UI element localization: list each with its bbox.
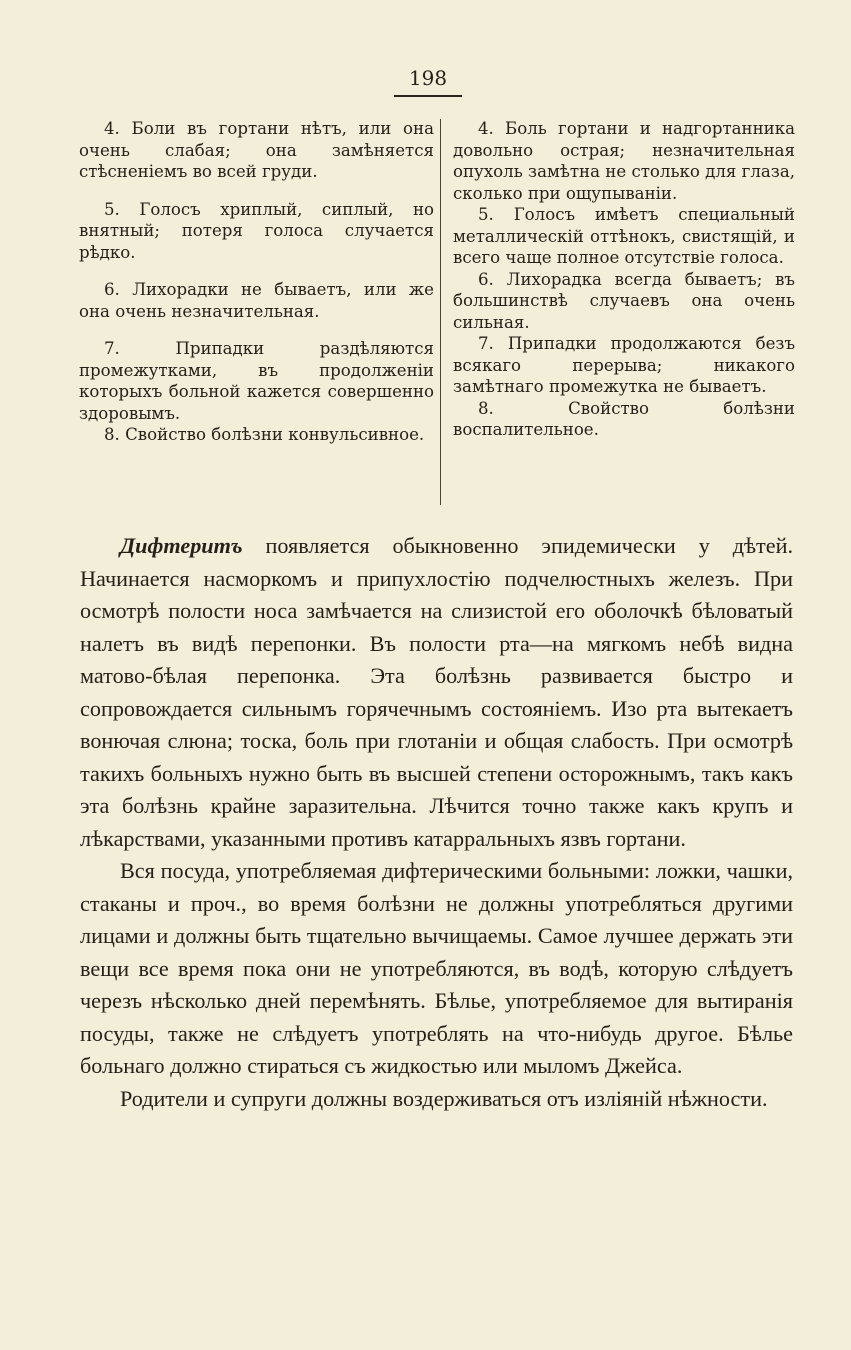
paragraph-dishes: Вся посуда, употребляемая дифтерическими больными: ложки, чашки, стаканы и проч., во время болѣзни не должны употребляться другими лицами и должны быть тщательно вычищаемы. Самое лучшее держать эти вещи все время пока они не употребляются, въ водѣ, которую слѣдуетъ черезъ нѣсколько дней перемѣнять. Бѣлье, употребляемое для вытиранія посуды, также не слѣдуетъ употреблять на что-нибудь другое. Бѣлье больнаго должно стираться съ жидкостью или мыломъ Джейса. (80, 858, 793, 1078)
column-divider (440, 119, 441, 505)
page-number-rule (394, 95, 462, 97)
diphtheria-symptom-8: 8. Свойство болѣзни воспалительное. (453, 398, 795, 439)
paragraph-diphtheria-text: появляется обыкновенно эпидемически у дѣтей. Начинается насморкомъ и припухлостію подчелюстныхъ железъ. При осмотрѣ полости носа замѣчается на слизистой его оболочкѣ бѣловатый налетъ въ видѣ перепонки. Въ полости рта—на мягкомъ небѣ видна матово-бѣлая перепонка. Эта болѣзнь развивается быстро и сопровождается сильнымъ горячечнымъ состояніемъ. Изо рта вытекаетъ вонючая слюна; тоска, боль при глотаніи и общая слабость. При осмотрѣ такихъ больныхъ нужно быть въ высшей степени осторожнымъ, такъ какъ эта болѣзнь крайне заразительна. Лѣчится точно также какъ крупъ и лѣкарствами, указанными противъ катарральныхъ язвъ гортани. (80, 533, 793, 851)
main-text (80, 530, 793, 1115)
diphtheria-symptom-4: 4. Боль гортани и надгортанника довольно острая; незначительная опухоль замѣтна не столько для глаза, сколько при ощупываніи. (453, 119, 795, 203)
paragraph-diphtheria (80, 530, 793, 855)
page-number: 198 (408, 66, 448, 90)
diphtheria-symptom-6: 6. Лихорадка всегда бываетъ; въ большинствѣ случаевъ она очень сильная. (453, 269, 795, 332)
diphtheria-symptoms-column (453, 118, 795, 441)
croup-symptoms-column (79, 118, 434, 462)
diphtheria-symptom-5: 5. Голосъ имѣетъ специальный металлическій оттѣнокъ, свистящій, и всего чаще полное отсутствіе голоса. (453, 205, 795, 267)
croup-symptom-8: 8. Свойство болѣзни конвульсивное. (104, 425, 425, 444)
croup-symptom-4: 4. Боли въ гортани нѣтъ, или она очень слабая; она замѣняется стѣсненіемъ во всей груди. (79, 119, 434, 181)
diphtheria-symptom-7: 7. Припадки продолжаются безъ всякаго перерыва; никакого замѣтнаго промежутка не бываетъ. (453, 334, 795, 396)
term-diphtheria: Дифтеритъ (120, 533, 243, 558)
paragraph-parents: Родители и супруги должны воздерживаться отъ изліяній нѣжности. (120, 1085, 768, 1111)
croup-symptom-6: 6. Лихорадки не бываетъ, или же она очень незначительная. (79, 280, 434, 321)
croup-symptom-5: 5. Голосъ хриплый, сиплый, но внятный; потеря голоса случается рѣдко. (79, 199, 434, 262)
croup-symptom-7: 7. Припадки раздѣляются промежутками, въ продолженіи которыхъ больной кажется совершенно здоровымъ. (79, 339, 434, 423)
